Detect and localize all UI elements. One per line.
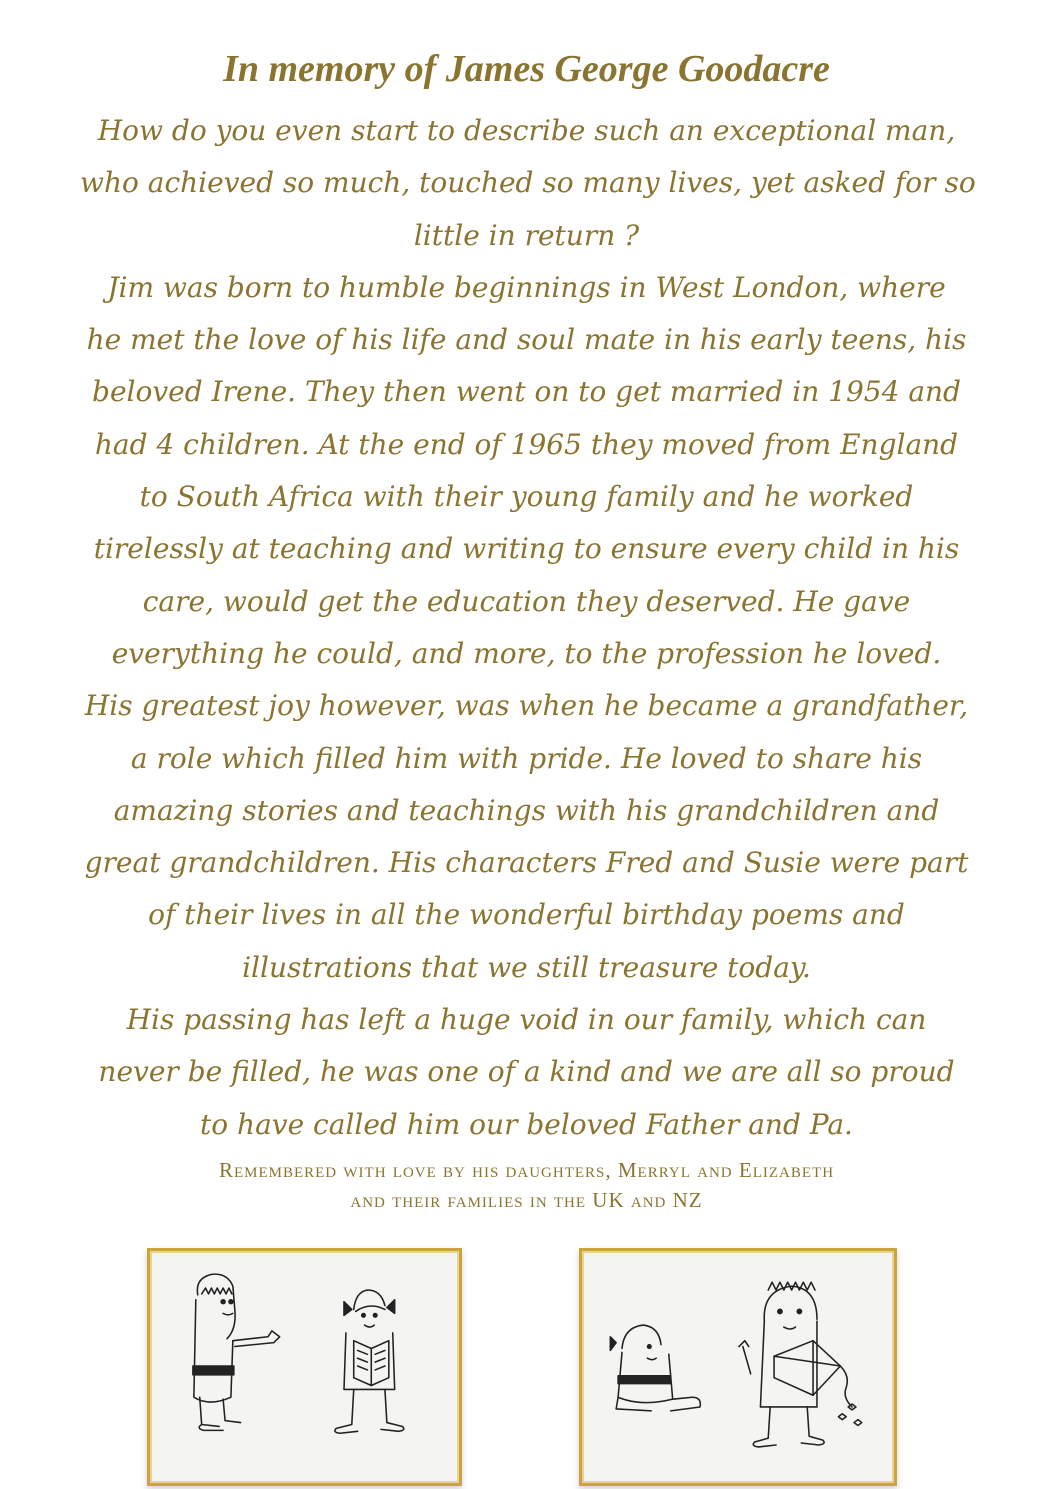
susie-and-fred-kite-drawing (582, 1251, 894, 1483)
dedication (60, 1155, 993, 1215)
memorial-title: In memory of James George Goodacre (223, 48, 830, 90)
tribute-line: little in return ? (413, 218, 640, 252)
susie-figure (335, 1290, 404, 1433)
tribute-line: How do you even start to describe such an exceptional man, (97, 114, 956, 147)
tribute-line: to have called him our beloved Father and Pa. (200, 1107, 853, 1141)
tribute-line: who achieved so much, touched so many lives, yet asked for so (80, 166, 976, 200)
dedication-line: Remembered with love by his daughters, Merryl and Elizabeth (218, 1158, 835, 1182)
tribute-line: he met the love of his life and soul mate in his early teens, his (86, 323, 967, 357)
tribute-line: to South Africa with their young family and he worked (139, 480, 914, 514)
susie-sitting-figure (610, 1325, 700, 1411)
tribute-line: never be filled, he was one of a kind and we are all so proud (98, 1055, 955, 1089)
illustration-fred-and-susie-reading (147, 1248, 462, 1486)
tribute-line: care, would get the education they deserved. He gave (142, 584, 911, 618)
tribute-line: tirelessly at teaching and writing to ensure every child in his (93, 532, 960, 566)
tribute-line: His greatest joy however, was when he became a grandfather, (84, 689, 969, 723)
fred-kite-figure (739, 1282, 862, 1447)
fred-figure (193, 1274, 280, 1430)
tribute-line: had 4 children. At the end of 1965 they moved from England (94, 427, 959, 461)
tribute-line: His passing has left a huge void in our family, which can (126, 1003, 927, 1037)
tribute-line: of their lives in all the wonderful birthday poems and (148, 898, 905, 932)
tribute-line: beloved Irene. They then went on to get married in 1954 and (92, 375, 961, 409)
tribute-line: amazing stories and teachings with his grandchildren and (113, 793, 940, 827)
fred-and-susie-reading-drawing (150, 1251, 459, 1483)
tribute-line: great grandchildren. His characters Fred and Susie were part (84, 846, 969, 880)
tribute-line: everything he could, and more, to the profession he loved. (111, 636, 942, 670)
tribute-line: Jim was born to humble beginnings in West London, where (107, 270, 946, 304)
tribute-text (80, 105, 976, 1151)
illustration-susie-and-fred-kite (579, 1248, 897, 1486)
tribute-line: a role which filled him with pride. He loved to share his (130, 741, 923, 775)
dedication-line: and their families in the UK and NZ (350, 1188, 703, 1212)
tribute-line: illustrations that we still treasure today. (242, 950, 811, 984)
